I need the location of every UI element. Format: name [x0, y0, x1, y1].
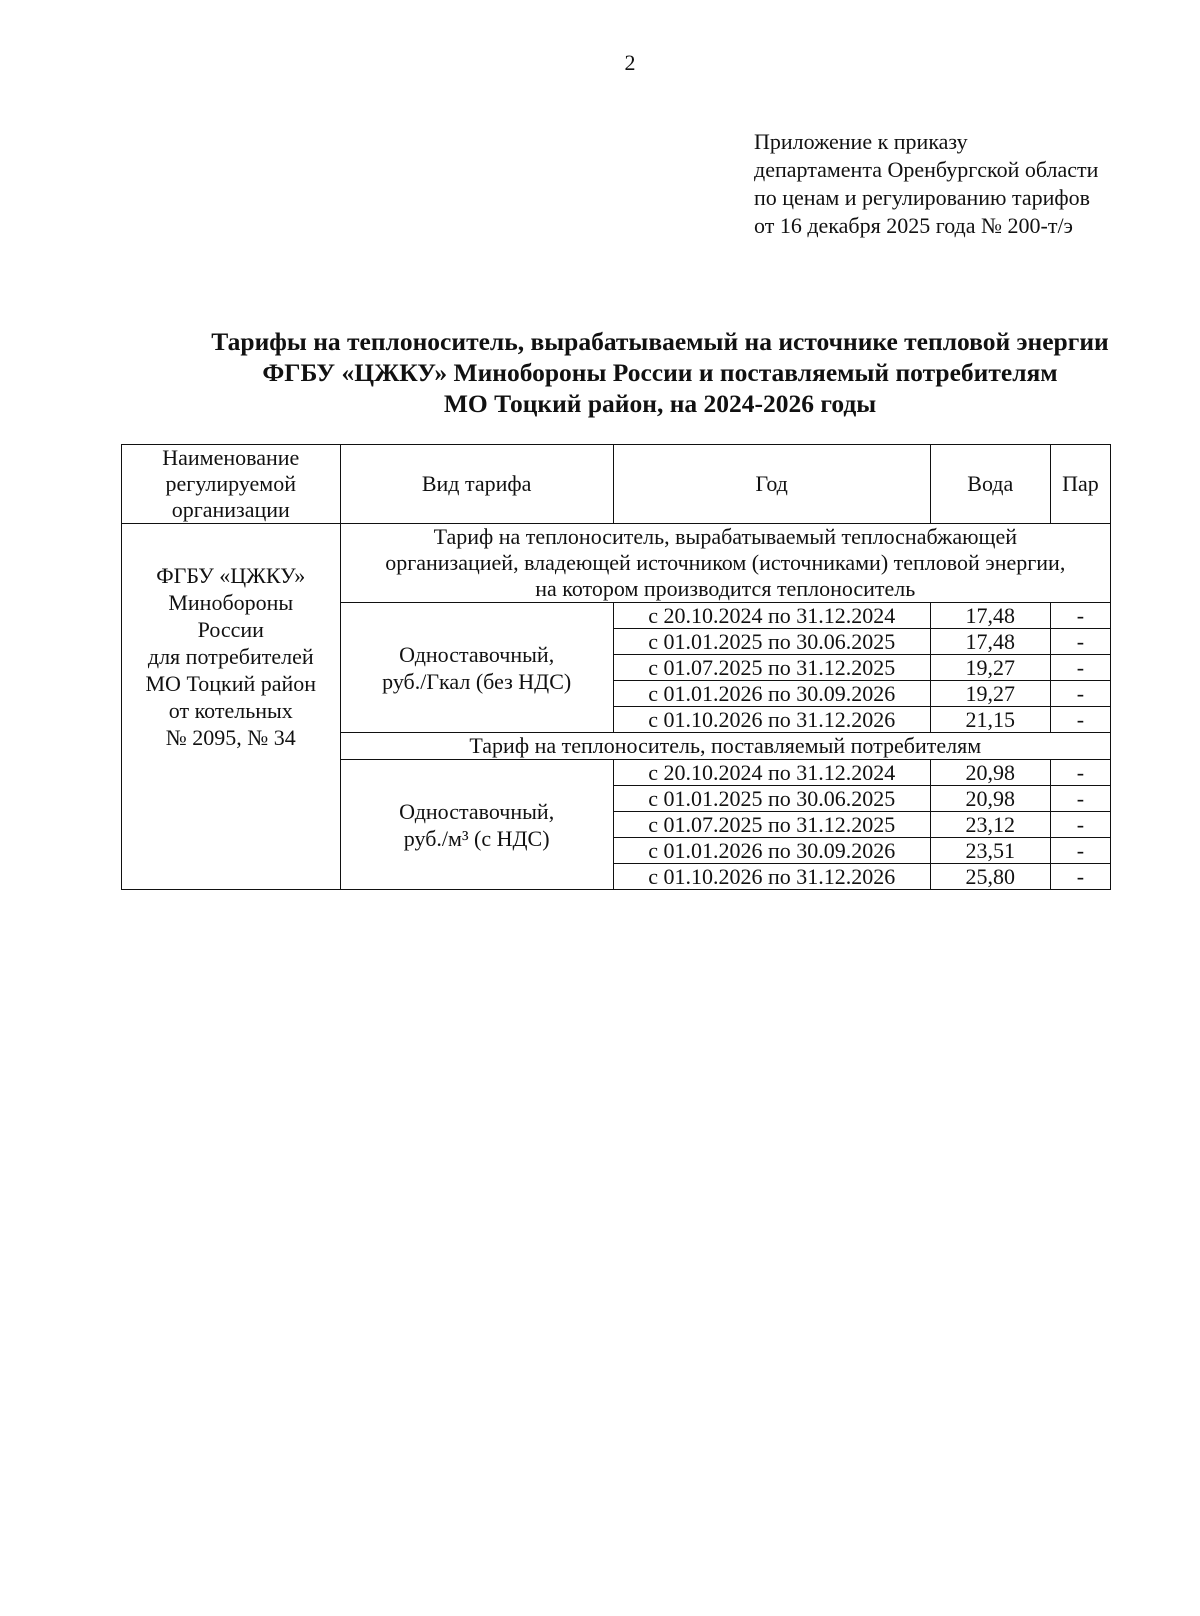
tariff-kind-line: Одноставочный, — [399, 798, 555, 824]
org-line: ФГБУ «ЦЖКУ» — [156, 563, 306, 588]
steam-value: - — [1050, 760, 1110, 786]
period-cell: с 01.01.2025 по 30.06.2025 — [613, 786, 930, 812]
header-org-line: организации — [171, 497, 290, 522]
period-cell: с 01.01.2025 по 30.06.2025 — [613, 629, 930, 655]
appendix-line: от 16 декабря 2025 года № 200-т/э — [754, 213, 1073, 238]
water-value: 20,98 — [930, 786, 1050, 812]
water-value: 17,48 — [930, 629, 1050, 655]
org-line: России — [197, 617, 264, 642]
org-line: от котельных — [168, 698, 293, 723]
header-steam: Пар — [1050, 445, 1110, 524]
header-water: Вода — [930, 445, 1050, 524]
document-title — [180, 326, 1140, 419]
steam-value: - — [1050, 864, 1110, 890]
appendix-line: департамента Оренбургской области — [754, 157, 1099, 182]
appendix-line: по ценам и регулированию тарифов — [754, 185, 1091, 210]
table-header-row — [122, 445, 1111, 524]
section-heading-line: организацией, владеющей источником (источниками) тепловой энергии, — [385, 550, 1066, 575]
title-line: МО Тоцкий район, на 2024-2026 годы — [443, 389, 877, 418]
title-line: ФГБУ «ЦЖКУ» Минобороны России и поставляемый потребителям — [262, 358, 1058, 387]
tariff-kind-line: Одноставочный, — [399, 641, 555, 667]
section-heading — [340, 733, 1110, 760]
tariff-kind-line: руб./Гкал (без НДС) — [382, 668, 572, 694]
steam-value: - — [1050, 603, 1110, 629]
org-line: для потребителей — [147, 644, 314, 669]
period-cell: с 01.07.2025 по 31.12.2025 — [613, 812, 930, 838]
steam-value: - — [1050, 812, 1110, 838]
period-cell: с 01.01.2026 по 30.09.2026 — [613, 681, 930, 707]
section-heading-line: Тариф на теплоноситель, вырабатываемый теплоснабжающей — [433, 524, 1017, 549]
section-heading-line: Тариф на теплоноситель, поставляемый потребителям — [469, 733, 982, 758]
steam-value: - — [1050, 655, 1110, 681]
page-number: 2 — [624, 50, 636, 75]
water-value: 19,27 — [930, 681, 1050, 707]
steam-value: - — [1050, 786, 1110, 812]
period-cell: с 01.01.2026 по 30.09.2026 — [613, 838, 930, 864]
period-cell: с 01.07.2025 по 31.12.2025 — [613, 655, 930, 681]
period-cell: с 01.10.2026 по 31.12.2026 — [613, 864, 930, 890]
steam-value: - — [1050, 681, 1110, 707]
steam-value: - — [1050, 629, 1110, 655]
period-cell: с 20.10.2024 по 31.12.2024 — [613, 603, 930, 629]
water-value: 23,12 — [930, 812, 1050, 838]
title-line: Тарифы на теплоноситель, вырабатываемый на источнике тепловой энергии — [211, 327, 1109, 356]
org-line: № 2095, № 34 — [165, 725, 296, 750]
water-value: 17,48 — [930, 603, 1050, 629]
section-heading-row — [122, 524, 1111, 603]
steam-value: - — [1050, 838, 1110, 864]
tariff-table — [121, 444, 1111, 890]
header-org — [122, 445, 341, 524]
org-line: МО Тоцкий район — [145, 671, 317, 696]
section-heading — [340, 524, 1110, 603]
tariff-kind-line: руб./м³ (с НДС) — [403, 825, 550, 851]
tariff-kind-cell — [340, 603, 613, 733]
steam-value: - — [1050, 707, 1110, 733]
period-cell: с 20.10.2024 по 31.12.2024 — [613, 760, 930, 786]
header-org-line: регулируемой — [165, 471, 296, 496]
organization-cell — [122, 524, 341, 890]
header-org-line: Наименование — [162, 445, 300, 470]
tariff-kind-cell — [340, 760, 613, 890]
water-value: 23,51 — [930, 838, 1050, 864]
water-value: 20,98 — [930, 760, 1050, 786]
period-cell: с 01.10.2026 по 31.12.2026 — [613, 707, 930, 733]
header-kind: Вид тарифа — [340, 445, 613, 524]
appendix-note — [754, 128, 1184, 240]
water-value: 21,15 — [930, 707, 1050, 733]
water-value: 25,80 — [930, 864, 1050, 890]
water-value: 19,27 — [930, 655, 1050, 681]
header-year: Год — [613, 445, 930, 524]
appendix-line: Приложение к приказу — [754, 129, 968, 154]
section-heading-line: на котором производится теплоноситель — [535, 576, 916, 601]
org-line: Минобороны — [168, 590, 294, 615]
